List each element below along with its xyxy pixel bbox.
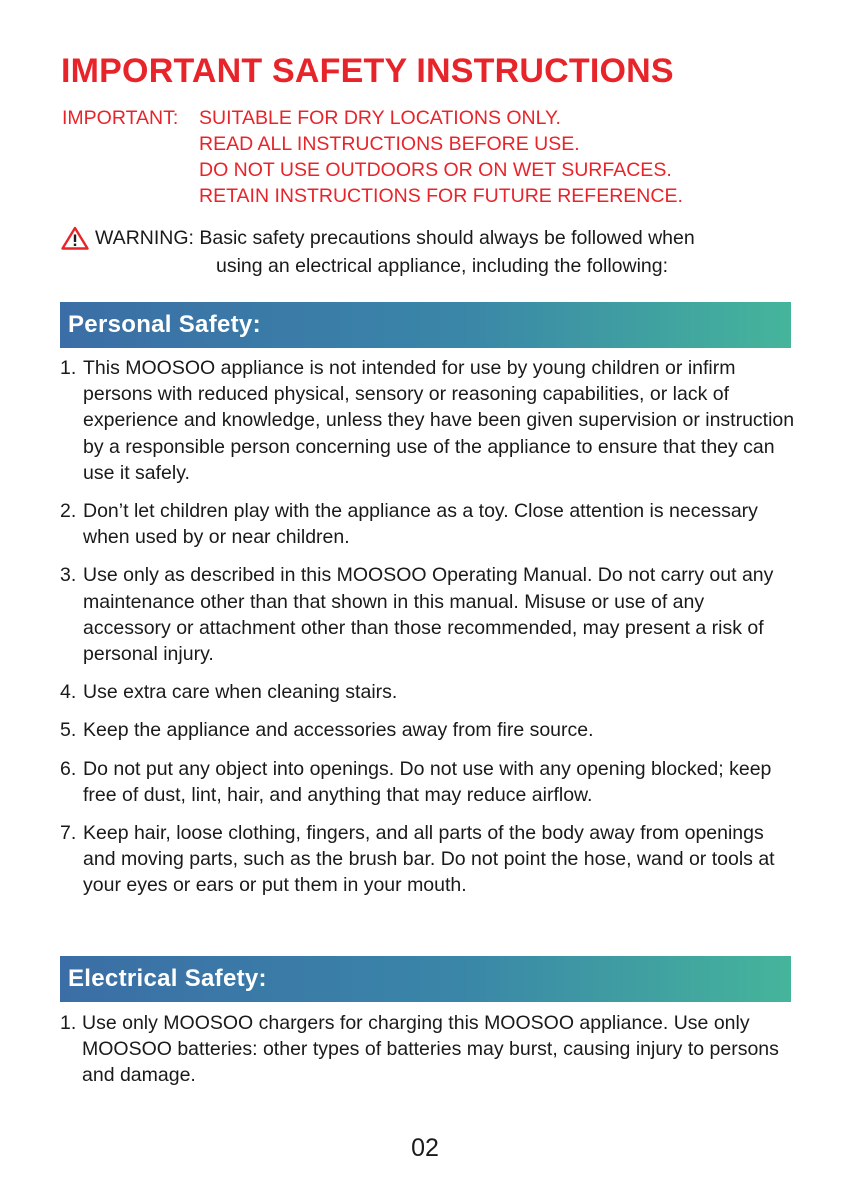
item-text: Do not put any object into openings. Do not use with any opening blocked; keep free of dust, lint, hair, and anything that may reduce airflow. [83,757,772,806]
list-item [60,498,795,550]
page-title: IMPORTANT SAFETY INSTRUCTIONS [61,52,674,90]
item-number: 3. [60,564,77,587]
item-text: Keep the appliance and accessories away from fire source. [83,719,594,742]
item-number: 6. [60,757,77,780]
warning-text-continued: using an electrical appliance, including the following: [216,255,669,277]
list-item [60,756,795,808]
item-text: This MOOSOO appliance is not intended for use by young children or infirm persons with reduced physical, sensory or reasoning capabilities, or lack of experience and knowledge, unless they have been given supervision or instruction by a responsible person concerning use of the appliance to ensure that they can use it safely. [83,357,795,484]
list-item [60,717,795,743]
important-label: IMPORTANT: [62,107,179,129]
list-item [60,820,795,899]
item-number: 7. [60,822,77,845]
important-line: DO NOT USE OUTDOORS OR ON WET SURFACES. [199,159,672,181]
warning-triangle-icon [61,226,89,250]
item-text: Use only MOOSOO chargers for charging this MOOSOO appliance. Use only MOOSOO batteries: other types of batteries may burst, causing injury to persons and damage. [82,1012,779,1087]
item-number: 5. [60,719,77,742]
list-item [60,355,795,486]
important-notice [62,105,683,209]
personal-safety-heading: Personal Safety: [60,302,791,348]
item-text: Keep hair, loose clothing, fingers, and all parts of the body away from openings and moving parts, such as the brush bar. Do not point the hose, wand or tools at your eyes or ears or put them in your mouth. [83,822,775,897]
electrical-safety-list [60,1010,795,1101]
item-text: Use only as described in this MOOSOO Operating Manual. Do not carry out any maintenance other than that shown in this manual. Misuse or use of any accessory or attachment other than those recommended, may present a risk of personal injury. [83,564,774,666]
list-item [60,1010,795,1089]
important-line: RETAIN INSTRUCTIONS FOR FUTURE REFERENCE. [199,185,683,207]
item-number: 2. [60,500,77,523]
item-number: 1. [60,357,77,379]
warning-text: WARNING: Basic safety precautions should always be followed when [95,227,695,249]
item-number: 1. [60,1012,77,1034]
personal-safety-list [60,355,795,911]
important-line: READ ALL INSTRUCTIONS BEFORE USE. [199,133,580,155]
page-number: 02 [411,1134,439,1162]
electrical-safety-heading: Electrical Safety: [60,956,791,1002]
list-item [60,562,795,667]
item-number: 4. [60,681,77,704]
item-text: Don’t let children play with the appliance as a toy. Close attention is necessary when used by or near children. [83,500,758,549]
warning-block [61,224,695,280]
important-line: SUITABLE FOR DRY LOCATIONS ONLY. [199,107,561,129]
item-text: Use extra care when cleaning stairs. [83,681,398,704]
list-item [60,679,795,705]
